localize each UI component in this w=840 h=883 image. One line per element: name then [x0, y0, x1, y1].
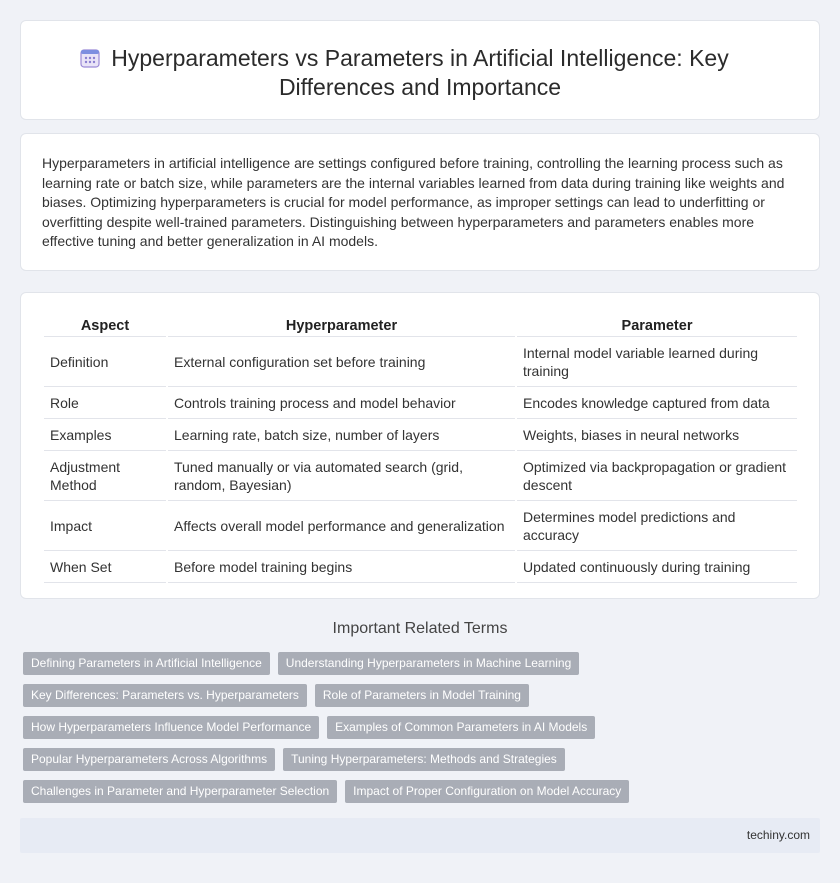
title-card [20, 20, 820, 120]
table-cell-parameter: Determines model predictions and accuracy [517, 501, 797, 551]
related-term-tag[interactable]: Role of Parameters in Model Training [315, 684, 529, 707]
intro-card [20, 133, 820, 271]
column-header-parameter: Parameter [517, 315, 797, 337]
table-cell-parameter: Encodes knowledge captured from data [517, 387, 797, 419]
comparison-table [42, 315, 799, 583]
table-cell-hyperparameter: External configuration set before training [168, 337, 515, 387]
table-cell-parameter: Optimized via backpropagation or gradient descent [517, 451, 797, 501]
related-terms-list [23, 652, 803, 812]
table-cell-hyperparameter: Controls training process and model behavior [168, 387, 515, 419]
tag-row [23, 684, 803, 707]
table-row [44, 501, 797, 551]
table-cell-hyperparameter: Affects overall model performance and generalization [168, 501, 515, 551]
table-cell-aspect: Role [44, 387, 166, 419]
related-terms-heading: Important Related Terms [332, 620, 508, 637]
table-cell-parameter: Internal model variable learned during training [517, 337, 797, 387]
table-cell-parameter: Weights, biases in neural networks [517, 419, 797, 451]
intro-paragraph: Hyperparameters in artificial intelligence are settings configured before training, controlling the learning process such as learning rate or batch size, while parameters are the internal variables learned from data during training like weights and biases. Optimizing hyperparameters is crucial for model performance, as improper settings can lead to underfitting or overfitting despite well-trained parameters. Distinguishing between hyperparameters and parameters enables more effective tuning and better generalization in AI models. [42, 155, 785, 250]
page-title: Hyperparameters vs Parameters in Artificial Intelligence: Key Differences and Importance [111, 45, 729, 100]
tag-row [23, 780, 803, 803]
footer-site-link[interactable]: techiny.com [746, 828, 810, 842]
related-term-tag[interactable]: Popular Hyperparameters Across Algorithms [23, 748, 275, 771]
related-term-tag[interactable]: Examples of Common Parameters in AI Models [327, 716, 595, 739]
footer-bar [20, 818, 820, 853]
table-row [44, 419, 797, 451]
table-row [44, 387, 797, 419]
column-header-hyperparameter: Hyperparameter [168, 315, 515, 337]
table-cell-hyperparameter: Before model training begins [168, 551, 515, 583]
related-term-tag[interactable]: Tuning Hyperparameters: Methods and Strategies [283, 748, 565, 771]
table-cell-aspect: When Set [44, 551, 166, 583]
related-term-tag[interactable]: Challenges in Parameter and Hyperparameter Selection [23, 780, 337, 803]
table-cell-parameter: Updated continuously during training [517, 551, 797, 583]
table-row [44, 551, 797, 583]
table-header-row [44, 315, 797, 337]
table-cell-aspect: Impact [44, 501, 166, 551]
tag-row [23, 748, 803, 771]
table-row [44, 337, 797, 387]
table-cell-aspect: Examples [44, 419, 166, 451]
table-cell-aspect: Adjustment Method [44, 451, 166, 501]
table-cell-aspect: Definition [44, 337, 166, 387]
related-term-tag[interactable]: Defining Parameters in Artificial Intelligence [23, 652, 270, 675]
related-term-tag[interactable]: How Hyperparameters Influence Model Performance [23, 716, 319, 739]
column-header-aspect: Aspect [44, 315, 166, 337]
related-term-tag[interactable]: Impact of Proper Configuration on Model Accuracy [345, 780, 629, 803]
table-row [44, 451, 797, 501]
table-cell-hyperparameter: Learning rate, batch size, number of layers [168, 419, 515, 451]
related-term-tag[interactable]: Understanding Hyperparameters in Machine Learning [278, 652, 580, 675]
tag-row [23, 652, 803, 675]
tag-row [23, 716, 803, 739]
comparison-table-card [20, 292, 820, 599]
table-cell-hyperparameter: Tuned manually or via automated search (grid, random, Bayesian) [168, 451, 515, 501]
related-term-tag[interactable]: Key Differences: Parameters vs. Hyperparameters [23, 684, 307, 707]
